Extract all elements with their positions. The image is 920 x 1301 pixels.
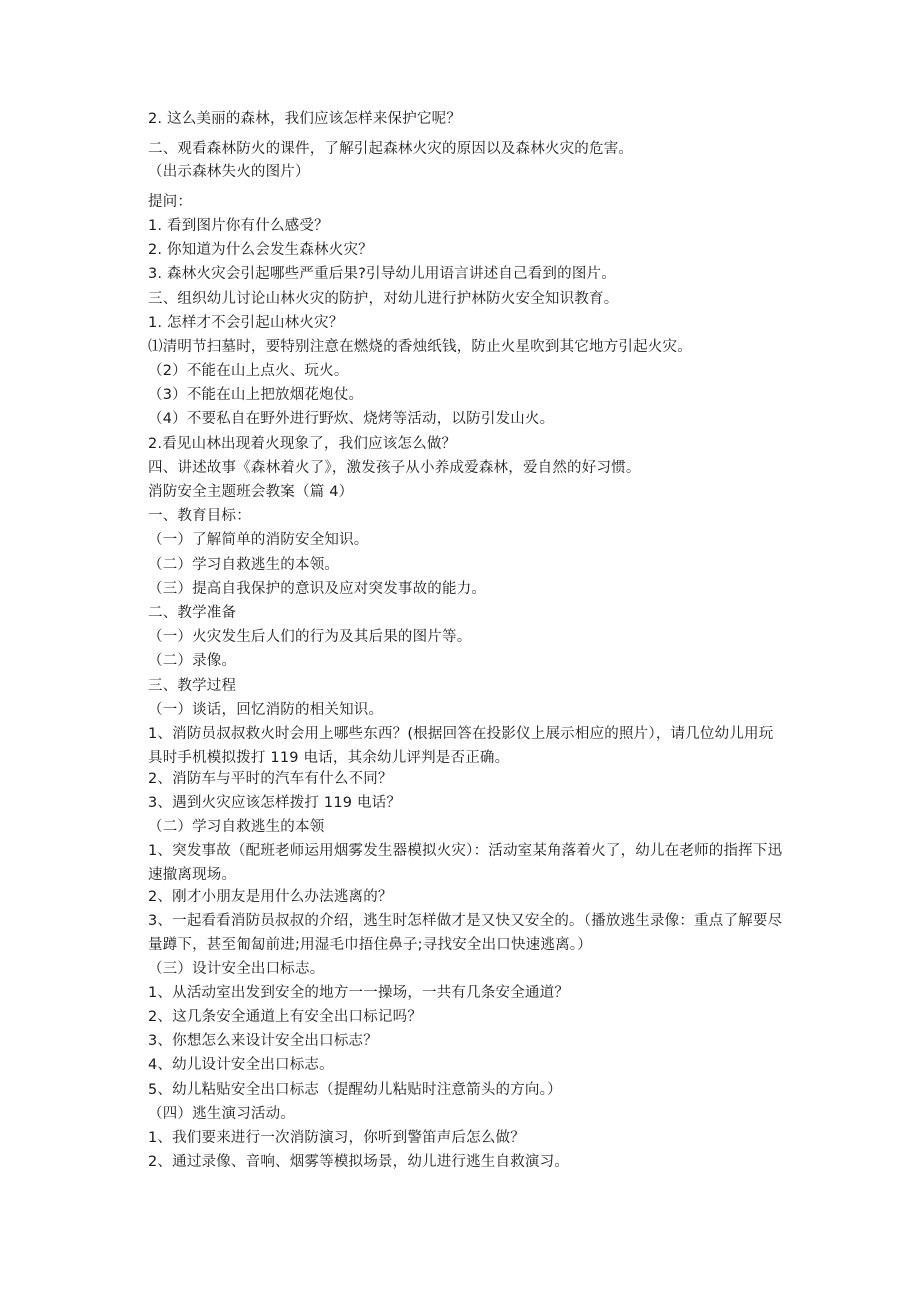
text-line: 2、消防车与平时的汽车有什么不同？ [148, 771, 393, 787]
text-line: （三）设计安全出口标志。 [148, 961, 325, 977]
text-line: 一、教育目标： [148, 508, 251, 524]
text-line: （出示森林失火的图片） [148, 164, 310, 180]
text-line: （四）逃生演习活动。 [148, 1106, 295, 1122]
text-line: （4）不要私自在野外进行野炊、烧烤等活动，以防引发山火。 [148, 411, 555, 427]
text-line: 2. 你知道为什么会发生森林火灾？ [148, 242, 373, 258]
text-line: （2）不能在山上点火、玩火。 [148, 363, 349, 379]
text-line: 三、教学过程 [148, 678, 237, 694]
text-line: 4、幼儿设计安全出口标志。 [148, 1057, 334, 1073]
text-line: 提问： [148, 194, 193, 210]
text-paragraph: 3、一起看看消防员叔叔的介绍，逃生时怎样做才是又快又安全的。（播放逃生录像：重点了解要尽量蹲下，甚至匍匐前进;用湿毛巾捂住鼻子;寻找安全出口快速逃离。） [148, 913, 783, 953]
text-line: 四、讲述故事《森林着火了》，激发孩子从小养成爱森林，爱自然的好习惯。 [148, 460, 641, 476]
text-line: 5、幼儿粘贴安全出口标志（提醒幼儿粘贴时注意箭头的方向。） [148, 1082, 562, 1098]
text-line: 3、你想怎么来设计安全出口标志？ [148, 1033, 378, 1049]
text-line: 2、刚才小朋友是用什么办法逃离的？ [148, 889, 393, 905]
text-line: ⑴清明节扫墓时，要特别注意在燃烧的香烛纸钱，防止火星吹到其它地方引起火灾。 [148, 339, 692, 355]
text-line: 1、从活动室出发到安全的地方一一操场，一共有几条安全通道？ [148, 985, 570, 1001]
text-line: 1. 看到图片你有什么感受？ [148, 218, 329, 234]
text-line: （二）学习自救逃生的本领 [148, 819, 325, 835]
text-paragraph: 1、消防员叔叔救火时会用上哪些东西？(根据回答在投影仪上展示相应的照片），请几位幼儿用玩具时手机模拟拨打 119 电话，其余幼儿评判是否正确。 [148, 726, 774, 766]
section-heading: 消防安全主题班会教案（篇 4） [148, 484, 354, 500]
text-line: 3、遇到火灾应该怎样拨打 119 电话？ [148, 795, 402, 811]
text-line: 2.看见山林出现着火现象了，我们应该怎么做？ [148, 436, 457, 452]
text-line: （三）提高自我保护的意识及应对突发事故的能力。 [148, 581, 487, 597]
text-line: 三、组织幼儿讨论山林火灾的防护，对幼儿进行护林防火安全知识教育。 [148, 291, 619, 307]
text-line: （一）谈话，回忆消防的相关知识。 [148, 702, 384, 718]
text-line: 3. 森林火灾会引起哪些严重后果?引导幼儿用语言讲述自己看到的图片。 [148, 266, 616, 282]
text-line: 2、这几条安全通道上有安全出口标记吗？ [148, 1009, 423, 1025]
text-line: 2、通过录像、音响、烟雾等模拟场景，幼儿进行逃生自救演习。 [148, 1154, 570, 1170]
text-line: （一）火灾发生后人们的行为及其后果的图片等。 [148, 629, 472, 645]
text-line: （3）不能在山上把放烟花炮仗。 [148, 387, 364, 403]
text-line: （二）录像。 [148, 653, 237, 669]
text-paragraph: 1、突发事故（配班老师运用烟雾发生器模拟火灾）：活动室某角落着火了，幼儿在老师的指挥下迅速撤离现场。 [148, 843, 783, 883]
text-line: 2. 这么美丽的森林，我们应该怎样来保护它呢？ [148, 111, 462, 127]
text-line: 1. 怎样才不会引起山林火灾？ [148, 315, 344, 331]
text-line: 二、观看森林防火的课件，了解引起森林火灾的原因以及森林火灾的危害。 [148, 141, 634, 157]
text-line: 1、我们要来进行一次消防演习，你听到警笛声后怎么做？ [148, 1130, 525, 1146]
text-line: （二）学习自救逃生的本领。 [148, 557, 340, 573]
text-line: 二、教学准备 [148, 605, 237, 621]
text-line: （一）了解简单的消防安全知识。 [148, 532, 369, 548]
